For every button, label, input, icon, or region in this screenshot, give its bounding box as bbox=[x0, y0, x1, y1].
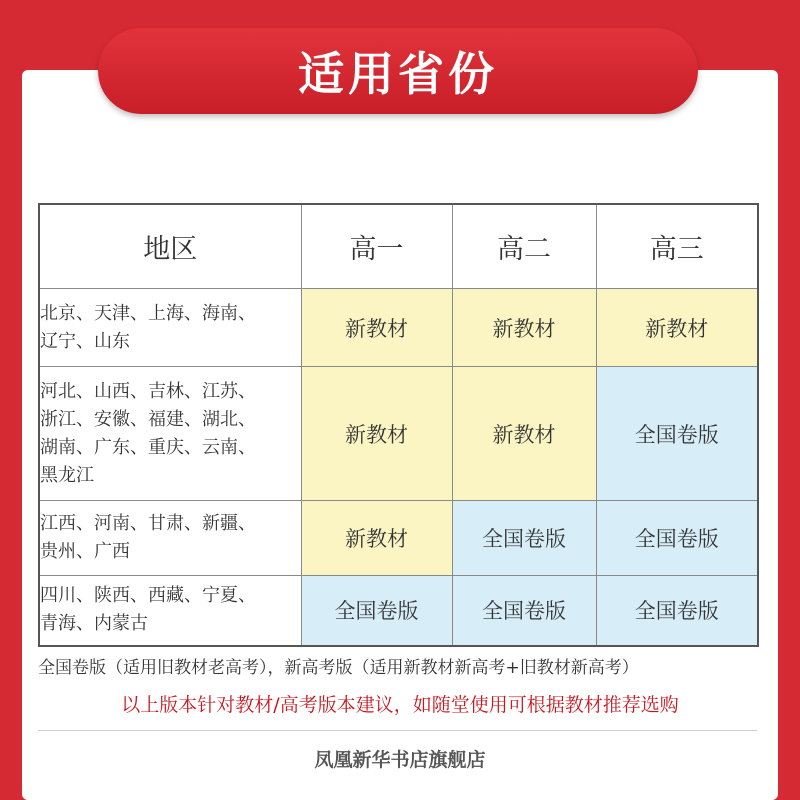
region-cell bbox=[39, 289, 301, 367]
region-line: 贵州、广西 bbox=[40, 541, 130, 562]
region-cell bbox=[39, 501, 301, 576]
header-grade-2: 高二 bbox=[452, 204, 596, 289]
region-line: 辽宁、山东 bbox=[40, 330, 130, 352]
table-row bbox=[39, 501, 758, 576]
grade-3-cell: 全国卷版 bbox=[596, 501, 758, 576]
region-cell bbox=[39, 367, 301, 501]
region-line: 河北、山西、吉林、江苏、 bbox=[40, 380, 256, 402]
grade-2-cell: 新教材 bbox=[452, 289, 596, 367]
store-name: 凤凰新华书店旗舰店 bbox=[314, 749, 486, 771]
region-line: 北京、天津、上海、海南、 bbox=[40, 302, 256, 324]
version-note: 全国卷版（适用旧教材老高考），新高考版（适用新教材新高考+旧教材新高考） bbox=[38, 658, 639, 678]
table-row bbox=[39, 289, 758, 367]
grade-1-cell: 全国卷版 bbox=[301, 576, 452, 646]
grade-1-cell: 新教材 bbox=[301, 501, 452, 576]
grade-3-cell: 全国卷版 bbox=[596, 367, 758, 501]
region-line: 江西、河南、甘肃、新疆、 bbox=[40, 513, 256, 534]
header-grade-1: 高一 bbox=[301, 204, 452, 289]
table-row bbox=[39, 367, 758, 501]
province-table bbox=[38, 203, 759, 647]
region-line: 浙江、安徽、福建、湖北、 bbox=[40, 408, 256, 430]
grade-3-cell: 全国卷版 bbox=[596, 576, 758, 646]
divider bbox=[38, 730, 757, 731]
region-line: 青海、内蒙古 bbox=[40, 613, 148, 635]
table-row bbox=[39, 576, 758, 646]
grade-3-cell: 新教材 bbox=[596, 289, 758, 367]
advice-text: 以上版本针对教材/高考版本建议，如随堂使用可根据教材推荐选购 bbox=[121, 694, 679, 716]
region-line: 湖南、广东、重庆、云南、 bbox=[40, 436, 256, 458]
grade-2-cell: 新教材 bbox=[452, 367, 596, 501]
grade-1-cell: 新教材 bbox=[301, 289, 452, 367]
grade-2-cell: 全国卷版 bbox=[452, 576, 596, 646]
region-line: 四川、陕西、西藏、宁夏、 bbox=[40, 585, 256, 607]
table-header-row bbox=[39, 204, 758, 289]
grade-1-cell: 新教材 bbox=[301, 367, 452, 501]
grade-2-cell: 全国卷版 bbox=[452, 501, 596, 576]
header-region: 地区 bbox=[39, 204, 301, 289]
region-line: 黑龙江 bbox=[40, 464, 94, 486]
page-title: 适用省份 bbox=[98, 28, 698, 114]
header-grade-3: 高三 bbox=[596, 204, 758, 289]
region-cell bbox=[39, 576, 301, 646]
